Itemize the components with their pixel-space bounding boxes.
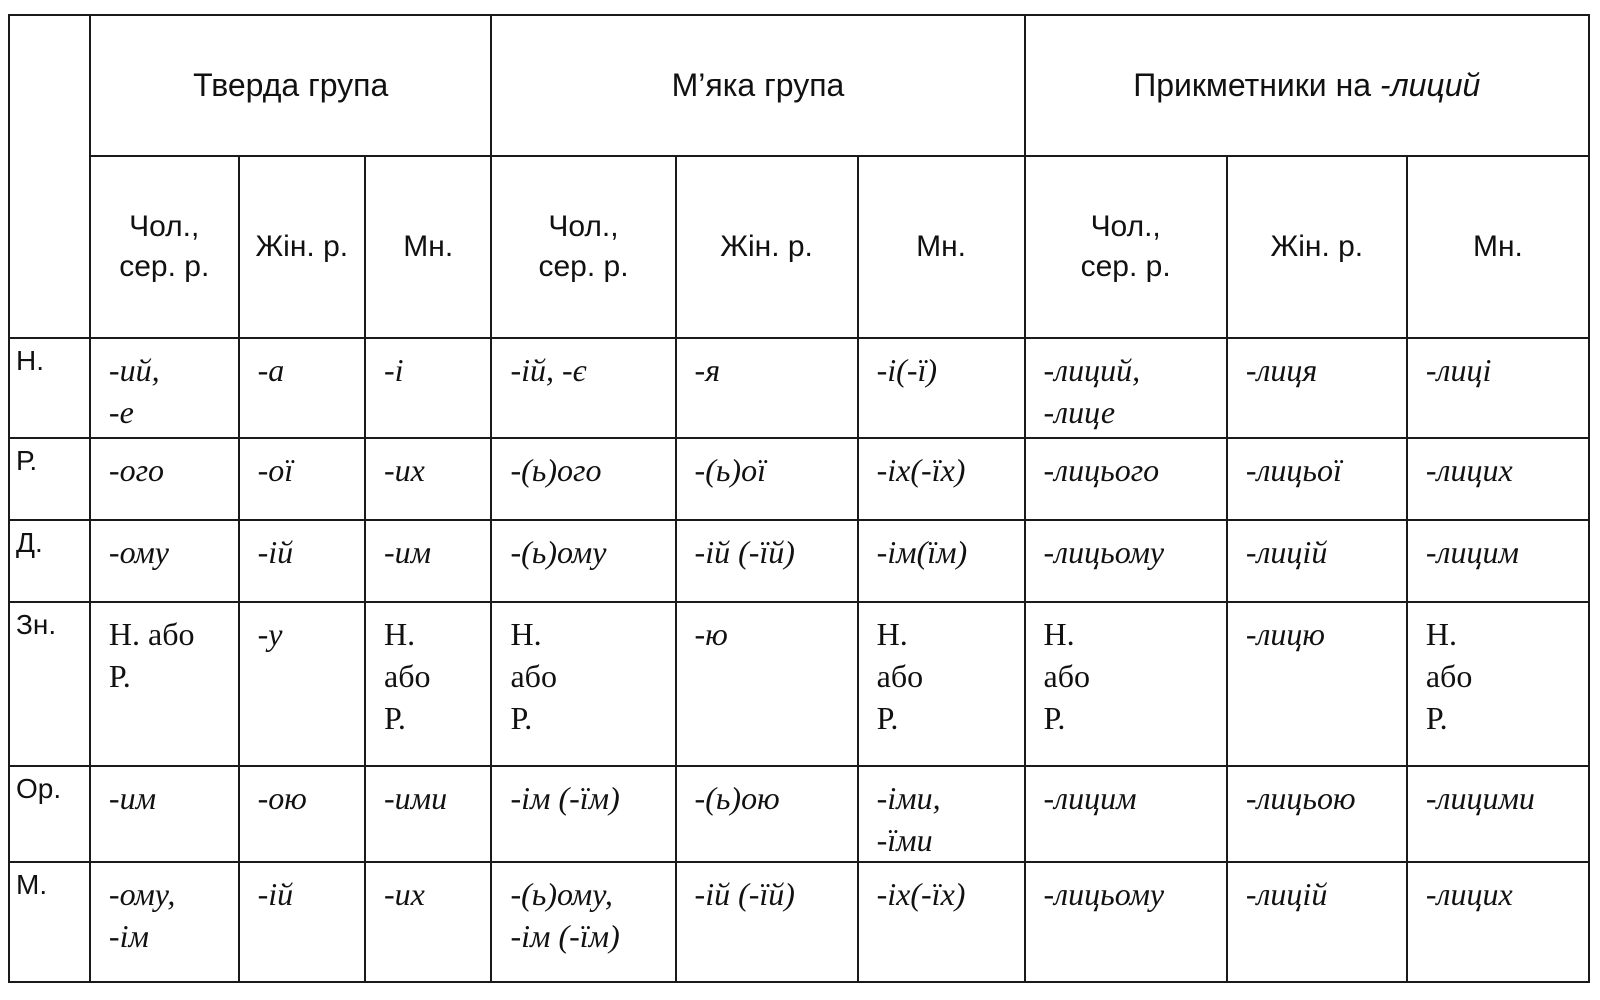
ending-cell: Н. або Р. (858, 602, 1025, 766)
ending-cell: -ій (239, 862, 365, 982)
ending-cell: -(ь)ому (491, 520, 675, 602)
ending-cell: -лицій (1227, 520, 1407, 602)
ending-cell: -лицими (1407, 766, 1589, 862)
ending-cell: -ій, -є (491, 338, 675, 438)
subheader-cell: Чол., сер. р. (491, 156, 675, 338)
subheader-cell: Мн. (1407, 156, 1589, 338)
ending-cell: -лицих (1407, 438, 1589, 520)
corner-cell-lower (9, 156, 90, 338)
ending-cell: -іми, -їми (858, 766, 1025, 862)
table-body (9, 338, 1589, 982)
ending-cell: -лицьому (1025, 520, 1227, 602)
ending-cell: -а (239, 338, 365, 438)
group-header-label: Тверда група (193, 67, 389, 103)
declension-table (8, 14, 1590, 983)
table-row (9, 438, 1589, 520)
ending-cell: -лиці (1407, 338, 1589, 438)
table-row (9, 862, 1589, 982)
group-header-label: М’яка група (671, 67, 845, 103)
table-row (9, 338, 1589, 438)
corner-cell (9, 15, 90, 156)
subheader-cell: Жін. р. (239, 156, 365, 338)
ending-cell: -лицим (1025, 766, 1227, 862)
ending-cell: -им (90, 766, 239, 862)
ending-cell: -(ь)ому, -ім (-їм) (491, 862, 675, 982)
ending-cell: -іх(-їх) (858, 862, 1025, 982)
ending-cell: -(ь)ою (676, 766, 858, 862)
ending-cell: Н. або Р. (491, 602, 675, 766)
ending-cell: -і (365, 338, 491, 438)
ending-cell: -ому (90, 520, 239, 602)
ending-cell: -я (676, 338, 858, 438)
group-header-lytsyi (1025, 15, 1589, 156)
subheader-cell: Мн. (858, 156, 1025, 338)
ending-cell: -их (365, 438, 491, 520)
ending-cell: -ій (239, 520, 365, 602)
ending-cell: Н. або Р. (365, 602, 491, 766)
subheader-cell: Мн. (365, 156, 491, 338)
case-label: М. (9, 862, 90, 982)
group-header-hard (90, 15, 492, 156)
ending-cell: -лицьому (1025, 862, 1227, 982)
ending-cell: Н. або Р. (1025, 602, 1227, 766)
subheader-cell: Чол., сер. р. (1025, 156, 1227, 338)
group-header-row (9, 15, 1589, 156)
ending-cell: -ого (90, 438, 239, 520)
ending-cell: -ій (-їй) (676, 862, 858, 982)
ending-cell: -лицих (1407, 862, 1589, 982)
group-header-soft (491, 15, 1024, 156)
group-header-label-italic: -лиций (1379, 67, 1481, 103)
subheader-row (9, 156, 1589, 338)
ending-cell: -лицю (1227, 602, 1407, 766)
case-label: Р. (9, 438, 90, 520)
ending-cell: -лицьою (1227, 766, 1407, 862)
ending-cell: -ої (239, 438, 365, 520)
table-row (9, 520, 1589, 602)
ending-cell: -ій (-їй) (676, 520, 858, 602)
ending-cell: -лицього (1025, 438, 1227, 520)
ending-cell: -им (365, 520, 491, 602)
ending-cell: -ими (365, 766, 491, 862)
ending-cell: -ім(їм) (858, 520, 1025, 602)
ending-cell: -лицьої (1227, 438, 1407, 520)
ending-cell: Н. або Р. (90, 602, 239, 766)
ending-cell: -ому, -ім (90, 862, 239, 982)
group-header-label-prefix: Прикметники на (1133, 67, 1380, 103)
ending-cell: Н. або Р. (1407, 602, 1589, 766)
subheader-cell: Жін. р. (676, 156, 858, 338)
ending-cell: -і(-ї) (858, 338, 1025, 438)
table-row (9, 602, 1589, 766)
ending-cell: -ий, -е (90, 338, 239, 438)
subheader-cell: Жін. р. (1227, 156, 1407, 338)
case-label: Д. (9, 520, 90, 602)
ending-cell: -лицій (1227, 862, 1407, 982)
case-label: Зн. (9, 602, 90, 766)
ending-cell: -ю (676, 602, 858, 766)
ending-cell: -ім (-їм) (491, 766, 675, 862)
ending-cell: -ою (239, 766, 365, 862)
ending-cell: -іх(-їх) (858, 438, 1025, 520)
ending-cell: -у (239, 602, 365, 766)
case-label: Н. (9, 338, 90, 438)
subheader-cell: Чол., сер. р. (90, 156, 239, 338)
ending-cell: -их (365, 862, 491, 982)
ending-cell: -(ь)ої (676, 438, 858, 520)
table-row (9, 766, 1589, 862)
ending-cell: -лиця (1227, 338, 1407, 438)
ending-cell: -(ь)ого (491, 438, 675, 520)
ending-cell: -лиций, -лице (1025, 338, 1227, 438)
ending-cell: -лицим (1407, 520, 1589, 602)
case-label: Ор. (9, 766, 90, 862)
